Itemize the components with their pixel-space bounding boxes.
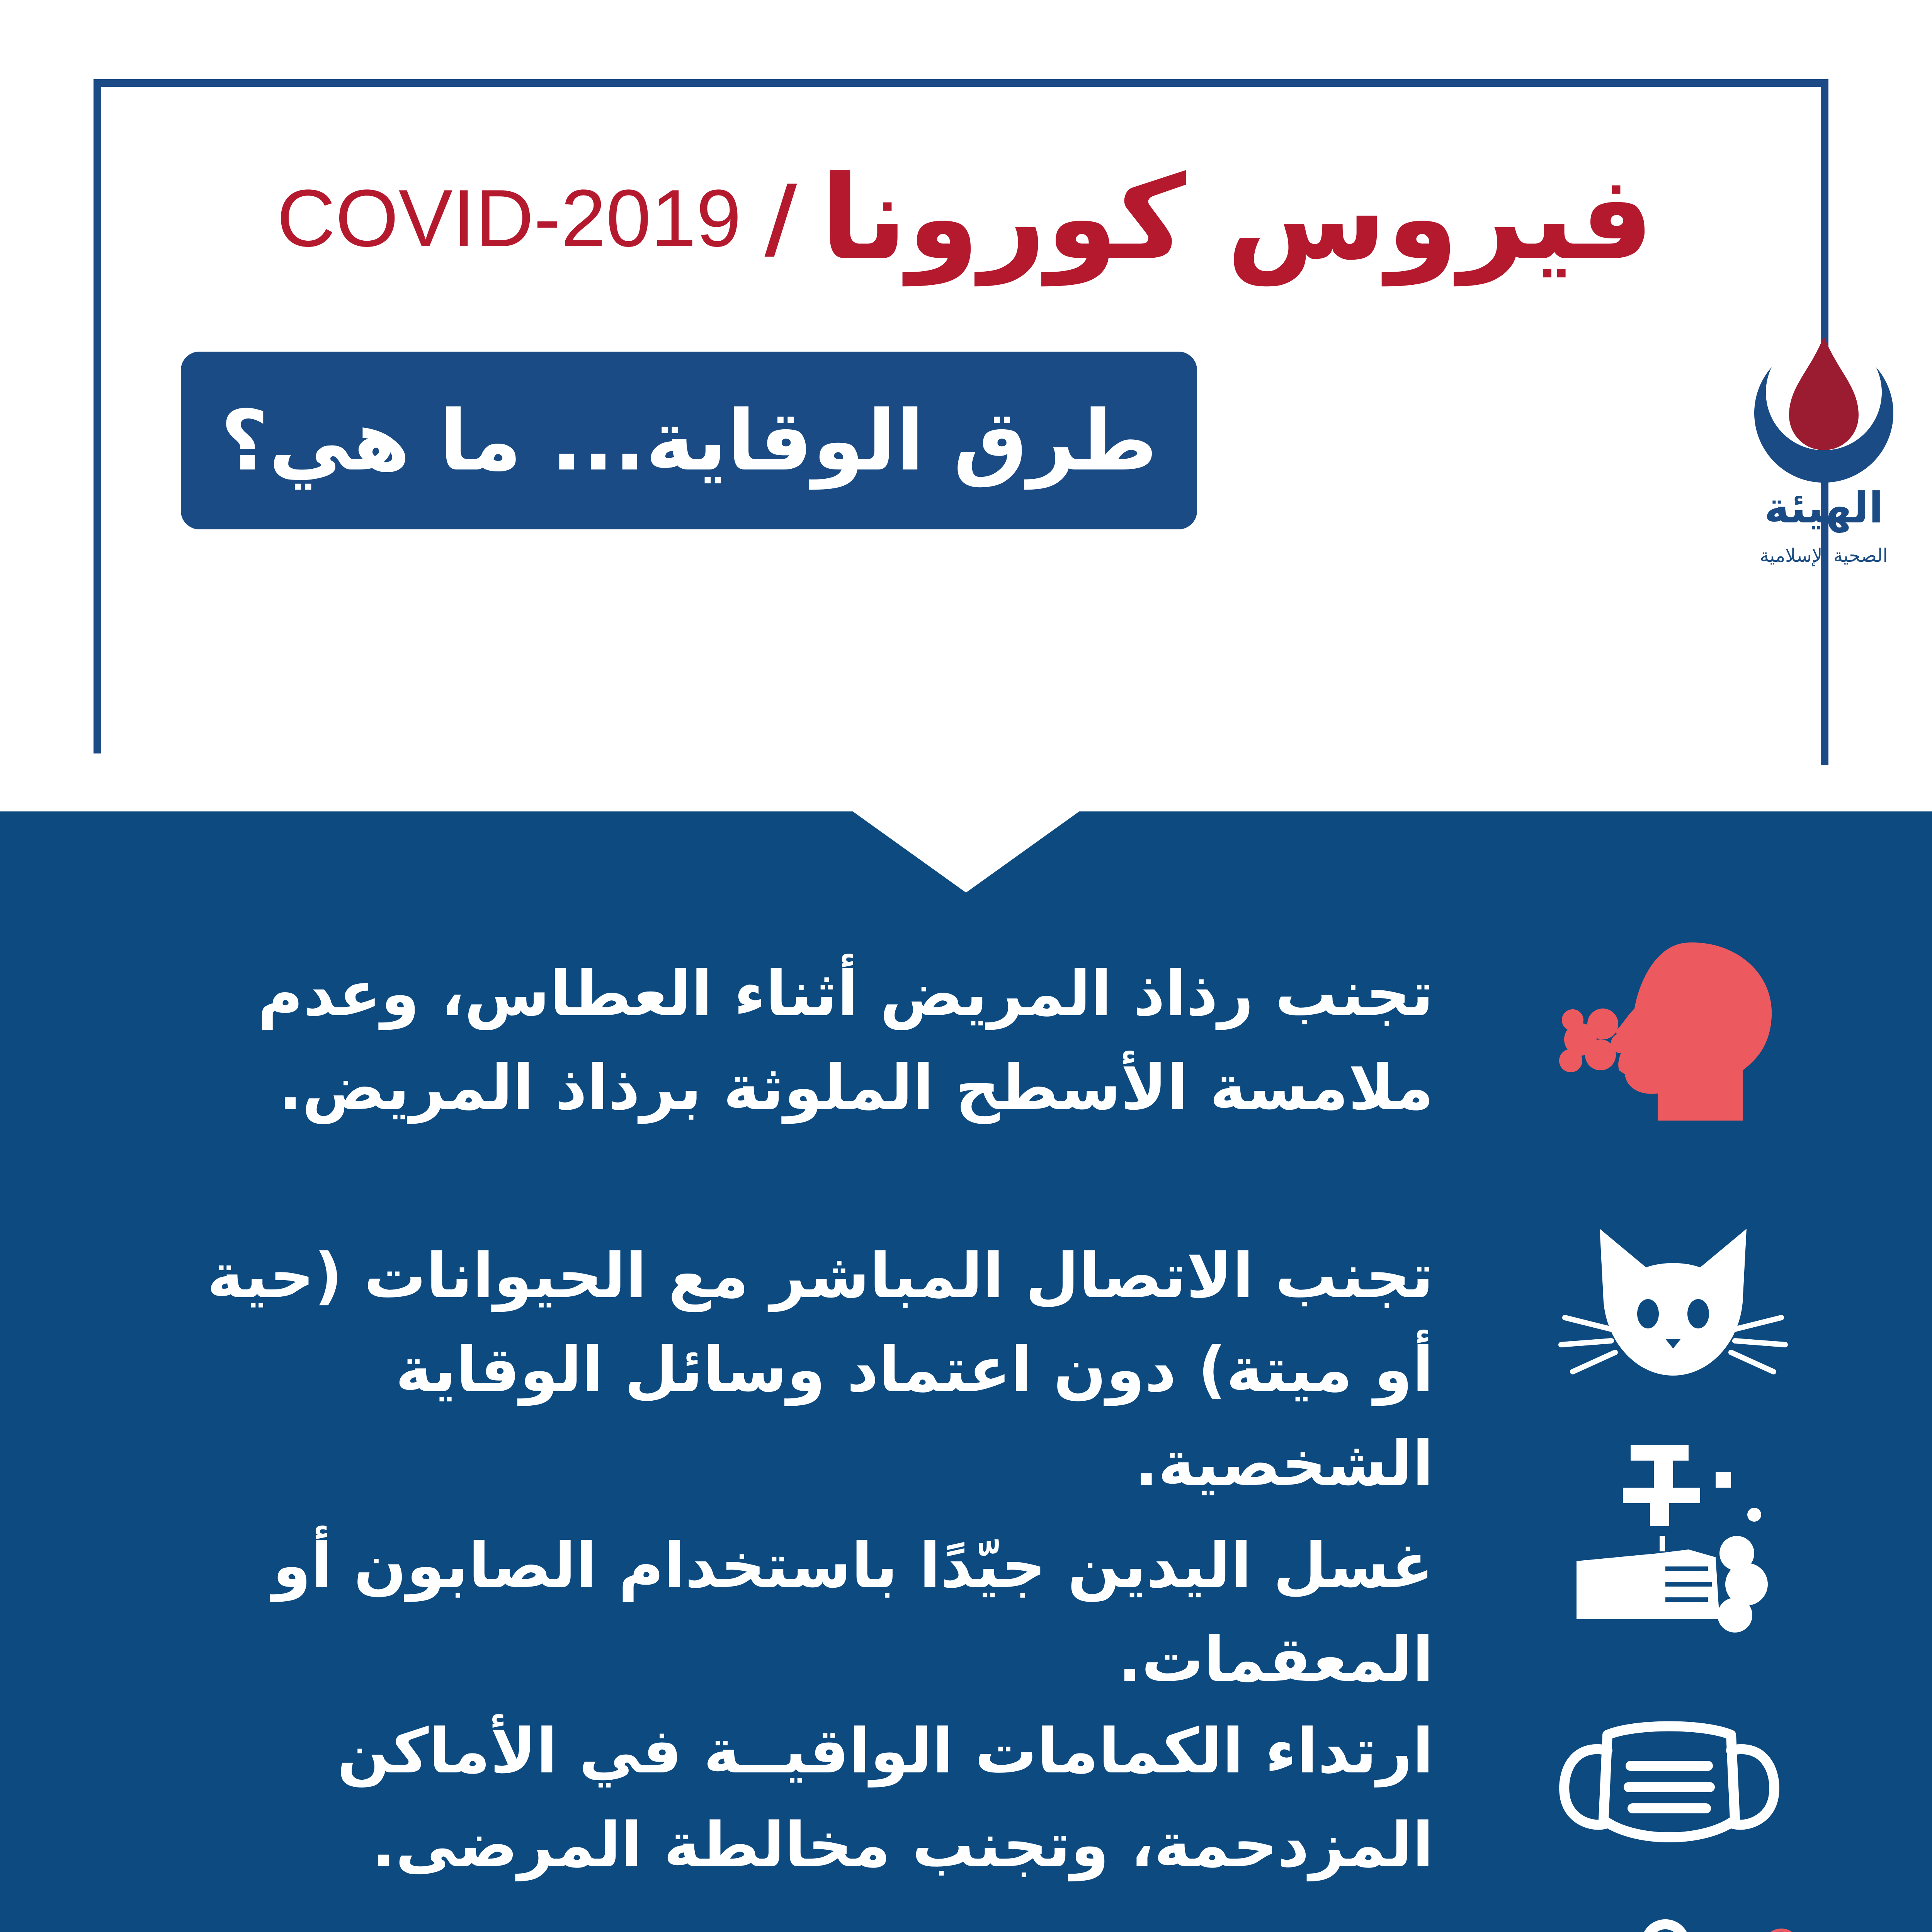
subtitle-text: طرق الوقاية... ما هي؟	[220, 392, 1158, 489]
title-english: COVID-2019	[277, 173, 742, 264]
frame-top-border	[94, 79, 1828, 87]
tip-1-text: تجنب رذاذ المريض أثناء العطاس، وعدم ملامسة الأسطح الملوثة برذاذ المريض.	[257, 957, 1434, 1124]
cat-icon	[1557, 1221, 1789, 1383]
sneeze-icon	[1557, 927, 1789, 1128]
title-row	[277, 151, 1654, 286]
tip-2-text: تجنب الاتصال المباشر مع الحيوانات (حية أو ميتة) دون اعتماد وسائل الوقاية الشخصية.	[207, 1240, 1434, 1500]
logo-subname: الصحية الإسلامية	[1760, 545, 1888, 566]
handwash-icon	[1573, 1437, 1774, 1638]
face-mask-icon	[1557, 1719, 1781, 1851]
title-arabic: فيروس كورونا	[820, 151, 1654, 286]
logo-emblem-icon	[1743, 325, 1905, 483]
subtitle-banner	[181, 352, 1197, 529]
logo-name: الهيئة	[1764, 483, 1884, 532]
frame-left-border	[94, 79, 101, 753]
tip-3-text: غسل اليدين جيّدًا باستخدام الصابون أو المعقمات.	[272, 1529, 1434, 1696]
title-separator: /	[764, 167, 797, 270]
organization-logo	[1743, 325, 1905, 580]
traveler-icon	[1515, 1917, 1832, 1932]
panel-notch	[0, 810, 1932, 902]
tip-4-text: ارتداء الكمامات الواقيــة في الأماكن المزدحمة، وتجنب مخالطة المرضى.	[337, 1715, 1434, 1881]
